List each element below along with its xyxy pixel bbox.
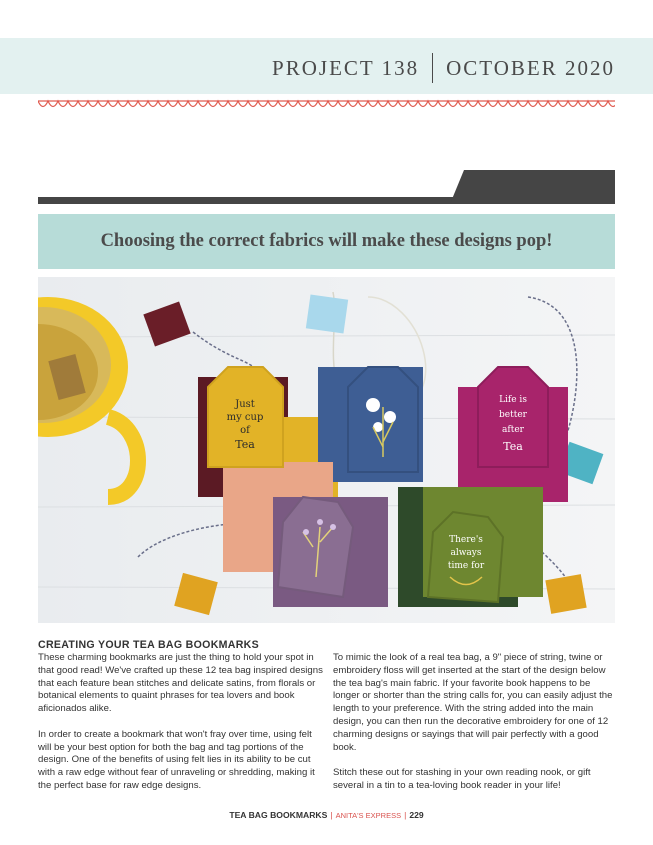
svg-text:of: of [240, 425, 250, 436]
footer-title: TEA BAG BOOKMARKS [229, 810, 328, 820]
callout-banner [38, 214, 615, 269]
svg-text:always: always [450, 548, 482, 558]
page-footer: TEA BAG BOOKMARKS | ANITA'S EXPRESS | 229 [229, 810, 424, 820]
footer-magazine: ANITA'S EXPRESS [335, 811, 402, 820]
article-right-column [333, 652, 617, 806]
svg-text:Tea: Tea [235, 438, 255, 451]
page-number: 229 [409, 810, 424, 820]
article-paragraph: In order to create a bookmark that won't fray over time, using felt will be your best option for both the bag and tag portions of the design. One of the benefits of using felt lies in its ability to be cut with a raw edge without fear of unraveling or shredding, making it the perfect base for raw edge designs. [38, 728, 315, 791]
svg-text:Just: Just [235, 399, 255, 410]
svg-text:Tea: Tea [503, 440, 523, 453]
issue-date: OCTOBER 2020 [446, 55, 615, 80]
tea-bag-bookmarks-photo [38, 277, 615, 623]
article-paragraph: Stitch these out for stashing in your own reading nook, or gift several in a tin to a tea-loving book reader in your life! [333, 767, 591, 791]
project-number: PROJECT 138 [272, 55, 420, 80]
svg-text:my cup: my cup [226, 412, 264, 423]
svg-text:after: after [502, 425, 524, 435]
article-paragraph: These charming bookmarks are just the thing to hold your spot in that good read! We've crafted up these 12 tea bag inspired designs that each feature bean stitches and delicate satins, from florals or botanical elements to quaint phrases for tea lovers and book aficionados alike. [38, 652, 323, 715]
article-heading: CREATING YOUR TEA BAG BOOKMARKS [38, 639, 259, 651]
page-header [272, 53, 615, 83]
svg-text:Life is: Life is [499, 395, 527, 405]
wavy-divider [38, 99, 615, 111]
article-left-column [38, 638, 323, 806]
svg-text:better: better [499, 410, 527, 420]
header-divider [432, 53, 433, 83]
svg-text:There's: There's [449, 535, 483, 545]
callout-text: Choosing the correct fabrics will make these designs pop! [100, 231, 553, 251]
svg-text:time for: time for [447, 561, 485, 571]
article-paragraph: To mimic the look of a real tea bag, a 9" piece of string, twine or embroidery floss will get inserted at the start of the design below the tea bag's main fabric. If your favorite book happens to be longer or shorter than the string calls for, you can easily adjust the length to your preference. With the string added into the main design, you can then run the decorative embroidery for one of 12 charming designs or sayings that will pair perfectly with a good book. [333, 652, 613, 753]
section-bar [38, 170, 615, 204]
